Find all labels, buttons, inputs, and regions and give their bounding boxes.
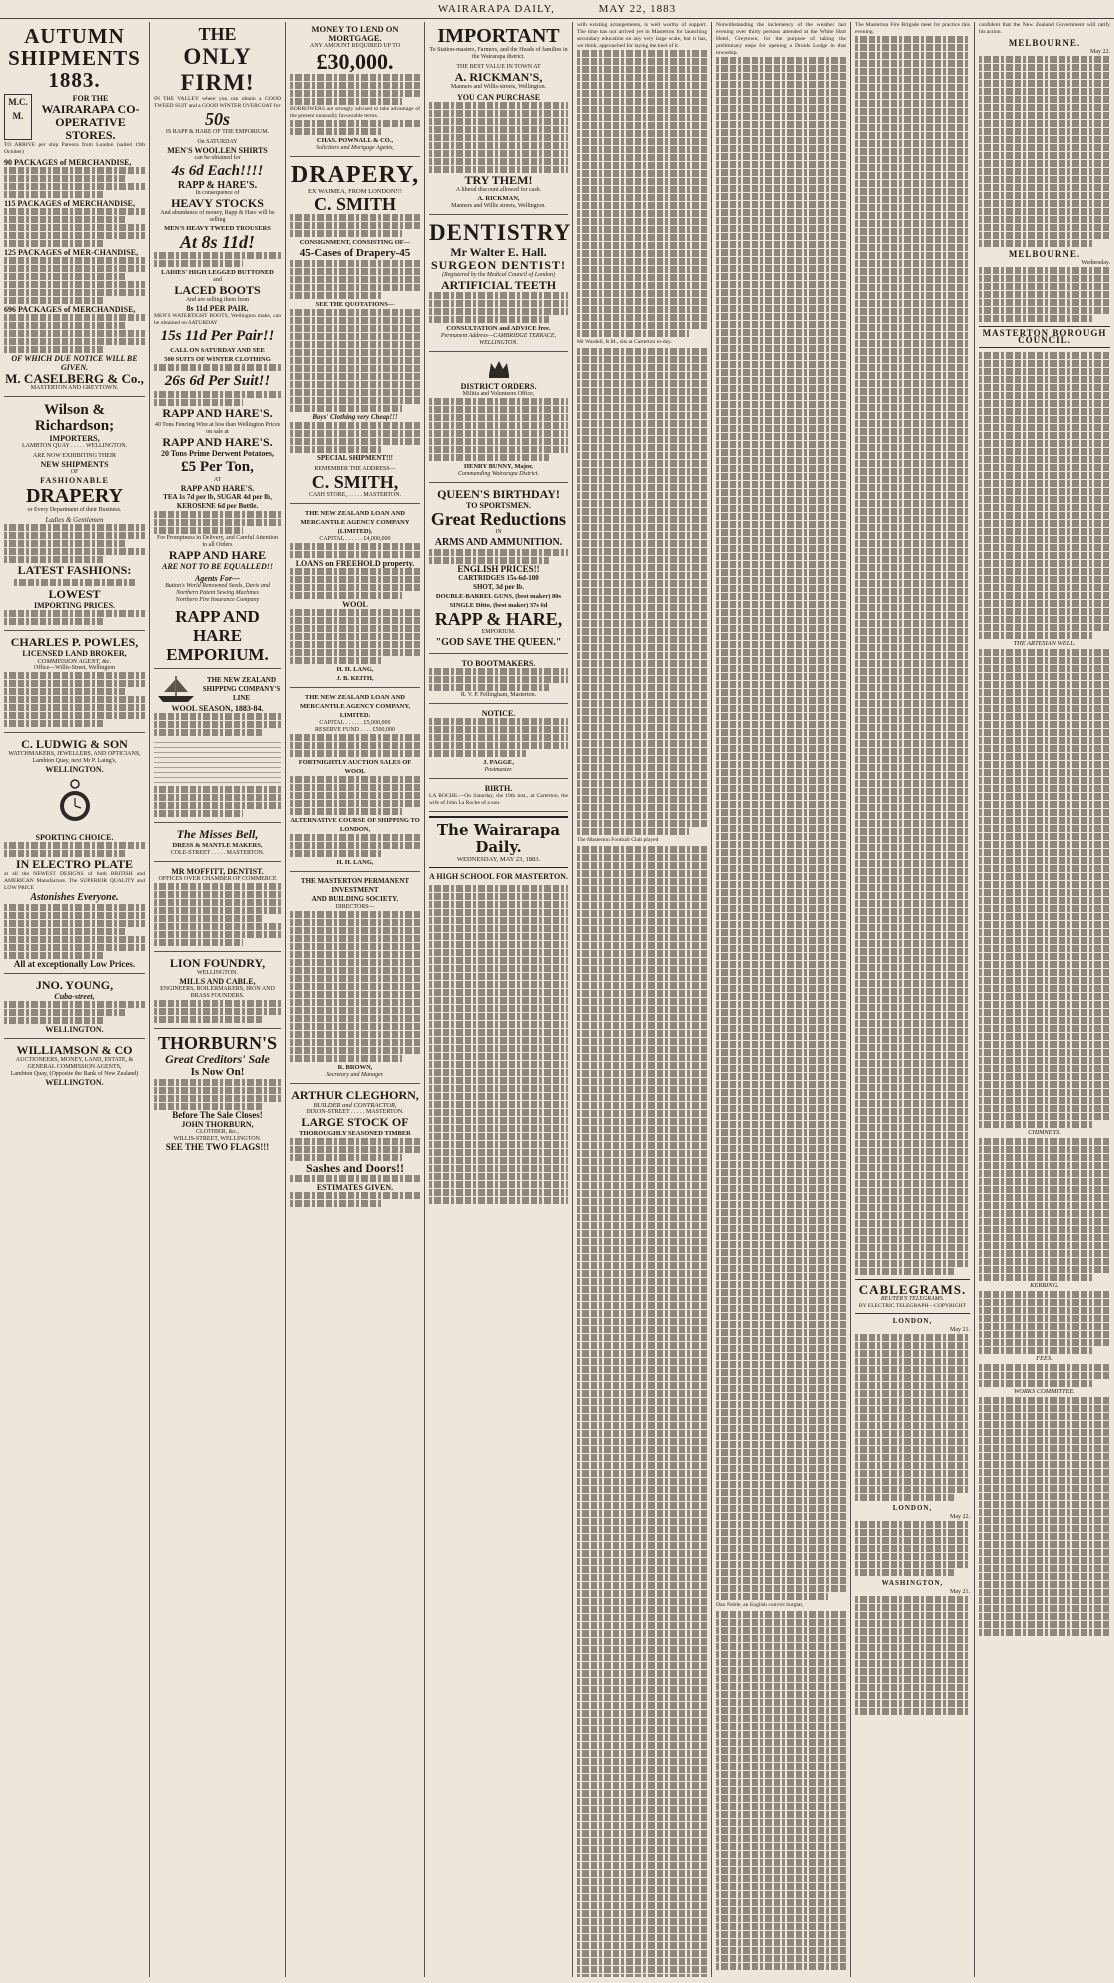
ad-subtitle: WATCHMAKERS, JEWELLERS, AND OPTICIANS, [8, 751, 141, 757]
dateline-date: May 22. [1090, 49, 1110, 55]
ad-to-bootmakers [429, 656, 568, 704]
ad-rickman [429, 22, 568, 215]
ad-subtitle: DRESS & MANTLE MAKERS, [172, 842, 263, 849]
ad-see-quotations: SEE THE QUOTATIONS— [315, 301, 395, 308]
article-title: A HIGH SCHOOL FOR MASTERTON. [429, 872, 568, 881]
masthead [0, 0, 1114, 19]
paper-title: The Wairarapa Daily. [436, 821, 561, 856]
article-paragraph: with existing arrangements, is well worthy of support. The time has not arrived yet in Masterton for launching secondary education on any very large scale, but it has, we think, approached for laying the keel of it. [577, 22, 707, 49]
ad-subtitle: Great Creditors' Sale [165, 1052, 270, 1066]
article-body [577, 50, 707, 337]
ad-english-prices: ENGLISH PRICES!! [457, 564, 540, 574]
ad-signature-2: J. B. KEITH, [336, 675, 374, 682]
ad-signature-2: Manners and Willis streets, Wellington. [451, 203, 546, 209]
ad-call: CALL ON SATURDAY AND SEE [170, 347, 265, 354]
ad-saturday: On SATURDAY [197, 139, 238, 145]
ad-signature: HENRY BUNNY, Major, [463, 463, 534, 470]
ad-solicitors: Solicitors and Mortgage Agents, [316, 145, 394, 151]
ad-rapp-hares-3: RAPP AND HARE'S. [180, 484, 255, 493]
ad-arthur-cleghorn [290, 1086, 420, 1212]
ad-subtitle: To Station-masters, Farmers, and the Heads of families in the Wairarapa district. [429, 47, 568, 60]
dateline-city: LONDON, [892, 1504, 933, 1512]
ad-waterproof: MEN'S WATERTIGHT BOOTS, Wellington make, can be obtained on SATURDAY [154, 313, 281, 326]
ad-title: THORBURN'S [157, 1033, 278, 1053]
ad-city: WELLINGTON. [45, 765, 104, 774]
ad-potatoes: 20 Tons Prime Derwent Potatoes, [160, 449, 275, 458]
ad-ladies-boots: LADIES' HIGH LEGGED BUTTONED [161, 269, 274, 276]
dateline-city: MELBOURNE. [1008, 249, 1081, 259]
ad-subtitle: LICENSED LAND BROKER, [22, 649, 127, 658]
co-operative-logo: M.C. M. [4, 94, 32, 140]
ad-lowest: LOWEST [48, 587, 101, 601]
ad-drapery: DRAPERY [25, 485, 124, 507]
ad-loans: LOANS on FREEHOLD property. [295, 559, 415, 568]
ad-special-shipment: SPECIAL SHIPMENT!!! [316, 454, 394, 462]
ad-agent-list: Button's World Renowned Seeds, Davis and Northern Patent Sewing Machines [165, 583, 270, 596]
subsection-title: FEES. [1036, 1355, 1053, 1362]
ad-title: LION FOUNDRY, [169, 956, 266, 970]
ad-abund: And abundance of money, Rapp & Hare will be selling [160, 210, 275, 223]
ad-sportsmen: TO SPORTSMEN. [466, 501, 531, 510]
ad-name: A. RICKMAN'S, [454, 70, 543, 84]
ad-subtitle: AND BUILDING SOCIETY. [311, 895, 399, 903]
ad-name: C. SMITH [313, 194, 396, 214]
ad-boys-clothing: Boys' Clothing very Cheap!!! [312, 413, 398, 421]
ad-new-shipments: NEW SHIPMENTS [40, 460, 109, 469]
ad-single: SINGLE Ditto, (best maker) 37s 6d [449, 602, 548, 609]
section-title: MASTERTON BOROUGH COUNCIL. [982, 328, 1107, 345]
ad-consignment: CONSIGNMENT, CONSISTING OF— [299, 239, 411, 246]
ad-notice [429, 706, 568, 779]
ad-subtitle: WELLINGTON. [196, 970, 239, 976]
ad-title: WILLIAMSON & CO [16, 1043, 133, 1057]
ad-timber: THOROUGHLY SEASONED TIMBER [299, 1130, 411, 1137]
ad-price-50s: 50s [204, 109, 230, 129]
ad-capital: CAPITAL . . . . . . £5,000,000 [319, 720, 391, 726]
ad-subtitle: Cuba-street, [54, 992, 95, 1001]
column-4 [425, 22, 573, 1977]
ad-subtitle: BUILDER and CONTRACTOR, [313, 1102, 397, 1109]
ad-insurance: Northern Fire Insurance Company [175, 597, 260, 603]
ad-in: IN [495, 529, 502, 535]
ad-moffitt-dentist [154, 864, 281, 952]
ad-lion-foundry [154, 954, 281, 1029]
ad-money-to-lend [290, 22, 420, 157]
paper-masthead-title: WAIRARAPA DAILY, [437, 3, 555, 15]
ad-packages-90: 90 PACKAGES of MERCHANDISE, [4, 158, 132, 167]
ad-title: QUEEN'S BIRTHDAY! [437, 487, 560, 501]
ad-not-equalled: ARE NOT TO BE EQUALLED!! [162, 562, 273, 571]
ad-place: Manners and Willis-streets, Wellington. [450, 84, 547, 90]
ad-conseq: In consequence of [195, 190, 240, 196]
ad-title: THE NEW ZEALAND LOAN AND MERCANTILE AGENCY COMPANY, LIMITED. [299, 694, 411, 719]
column-3 [286, 22, 425, 1977]
ad-dentistry [429, 217, 572, 352]
ad-estimates: ESTIMATES GIVEN. [316, 1183, 394, 1192]
royal-crest-icon [486, 357, 512, 379]
ad-packages-115: 115 PACKAGES of MERCHANDISE, [4, 199, 135, 208]
ad-subtitle: IMPORTERS, [49, 434, 100, 443]
ad-title: The Misses Bell, [176, 827, 259, 841]
article-body [577, 348, 707, 835]
paper-masthead-date: MAY 22, 1883 [598, 3, 677, 15]
ad-heavy-stocks: HEAVY STOCKS [171, 196, 264, 210]
ad-title: DISTRICT ORDERS. [460, 382, 537, 391]
ad-before-closes: Before The Sale Closes! [172, 1110, 263, 1120]
ad-valley: IN THE VALLEY where you can obtain a GOOD TWEED SUIT and a GOOD WINTER OVERCOAT for [154, 96, 281, 109]
ad-large-stock: LARGE STOCK OF [301, 1115, 409, 1129]
ad-capital: CAPITAL . . . . . . £4,000,000 [319, 536, 391, 542]
dateline-city: WASHINGTON, [881, 1579, 944, 1587]
ad-engineers: ENGINEERS, BOILERMAKERS, IRON AND BRASS FOUNDERS. [160, 986, 275, 999]
column-8 [975, 22, 1114, 1977]
sailing-table [154, 739, 281, 783]
ad-fencing-wire: 40 Tons Fencing Wire at less than Wellington Prices on sale at [154, 422, 281, 435]
ad-subtitle: AUCTIONEERS, MONEY, LAND, ESTATE, & GENERAL COMMISSION AGENTS, [15, 1057, 134, 1070]
ad-note: at all the NEWEST DESIGNS of both BRITISH and AMERICAN Manufacture. The SUPERIOR QUALITY and LOW PRICE [4, 871, 145, 891]
ad-low-prices: All at exceptionally Low Prices. [13, 959, 136, 969]
ad-city: WELLINGTON. [45, 1025, 104, 1034]
ad-promptness: For Promptness in Delivery, and Careful Attention to all Orders [156, 535, 279, 548]
ad-org: WAIRARAPA CO-OPERATIVE STORES. [41, 102, 140, 142]
ad-rapp-hare-only-firm [154, 22, 281, 669]
ad-sum: £30,000. [316, 49, 394, 74]
ad-signature: CHAS. POWNALL & CO., [316, 137, 394, 144]
ad-8s-11d: At 8s 11d! [179, 232, 256, 252]
ad-birth [429, 781, 568, 812]
subsection-title: THE ARTESIAN WELL. [1013, 640, 1076, 647]
ad-of: OF [70, 469, 79, 475]
ad-postmaster: Postmaster. [484, 767, 513, 773]
ad-26s-suit: 26s 6d Per Suit!! [164, 373, 271, 389]
ad-packages-125: 125 PACKAGES of MER-CHANDISE, [4, 248, 139, 257]
ad-fashionable: FASHIONABLE [40, 476, 109, 485]
ad-ludwig [4, 735, 145, 974]
section-subtitle: REUTER'S TELEGRAMS. [880, 1296, 945, 1302]
ad-title: ONLY FIRM! [180, 44, 255, 95]
ad-each-price: 4s 6d Each!!!! [171, 163, 264, 179]
ad-wool: WOOL [342, 600, 368, 609]
council-header [979, 326, 1110, 348]
ad-thorburn [154, 1031, 281, 1156]
ad-consultation: CONSULTATION and ADVICE free. [446, 325, 551, 332]
ad-for: FOR THE [72, 94, 109, 103]
section-copyright: BY ELECTRIC TELEGRAPH—COPYRIGHT [858, 1303, 967, 1309]
ad-secretary: Secretary and Manager. [326, 1072, 384, 1078]
ad-amount: ANY AMOUNT REQUIRED UP TO [309, 43, 401, 49]
ad-notice: OF WHICH DUE NOTICE WILL BE GIVEN. [11, 354, 138, 372]
ad-electro-plate: IN ELECTRO PLATE [15, 857, 134, 871]
ad-rapp-hare-emporium: RAPP AND HARE EMPORIUM. [166, 607, 269, 664]
ad-title: THE MASTERTON PERMANENT INVESTMENT [300, 877, 410, 894]
ad-district-orders [429, 354, 568, 483]
ad-mens-shirts: MEN'S WOOLLEN SHIRTS [167, 146, 268, 155]
ad-title: MONEY TO LEND ON MORTGAGE. [311, 24, 399, 43]
ad-can: can be obtained for [194, 155, 241, 161]
section-title: CABLEGRAMS. [858, 1282, 967, 1297]
ad-you-can: YOU CAN PURCHASE [456, 93, 541, 102]
ad-45-cases: 45-Cases of Drapery-45 [299, 247, 411, 259]
ad-agents: Agents For— [194, 574, 241, 583]
dateline-date: May 22. [950, 1514, 970, 1520]
ad-subtitle-2: COMMISSION AGENT, &c. [37, 658, 112, 665]
article-paragraph: The Masterton Fire Brigade meet for practice this evening. [855, 22, 970, 35]
ad-rapp-hare: RAPP & HARE'S. [177, 180, 258, 191]
ad-place: MASTERTON AND GREYTOWN. [30, 385, 119, 391]
ad-surgeon: SURGEON DENTIST! [430, 258, 567, 272]
column-2 [150, 22, 286, 1977]
ad-williamson [4, 1041, 145, 1091]
ad-selling: And are selling them from [185, 297, 250, 303]
ad-directors: DIRECTORS— [335, 904, 375, 910]
ad-wilson-richardson [4, 399, 145, 631]
ad-arms: ARMS AND AMMUNITION. [434, 537, 563, 548]
ad-title: JNO. YOUNG, [35, 978, 114, 992]
ad-tweed: MEN'S HEAVY TWEED TROUSERS [164, 225, 271, 232]
ad-god-save-queen: "GOD SAVE THE QUEEN." [435, 637, 562, 648]
article-body [429, 885, 568, 1204]
ad-title: NOTICE. [481, 709, 516, 718]
ad-signature: H. H. LANG, [336, 666, 374, 673]
ad-signature: H. H. LANG, [336, 859, 374, 866]
ad-birth-text: LA ROCHE.—On Saturday, the 19th inst., at Carterton, the wife of John La Roche of a son. [429, 793, 568, 806]
ad-title: AUTUMN SHIPMENTS 1883. [8, 24, 141, 92]
sailing-ship-icon [154, 674, 198, 704]
ad-signature-2: Commanding Wairarapa District. [458, 471, 539, 477]
ad-shot: SHOT, 3d per lb. [473, 583, 524, 591]
ad-fortnightly: FORTNIGHTLY AUCTION SALES OF WOOL [298, 759, 412, 775]
ad-8s-per-pair: 8s 11d PER PAIR. [186, 304, 249, 313]
ad-borrowers: BORROWERS are strongly advised to take advantage of the present unusually favourable terms. [290, 106, 420, 119]
paper-date: WEDNESDAY, MAY 23, 1883. [456, 856, 541, 863]
ad-sporting-choice: SPORTING CHOICE. [35, 833, 114, 842]
ad-astonishes: Astonishes Everyone. [30, 892, 119, 903]
ad-emporium: EMPORIUM. [481, 629, 516, 635]
ad-signature: R. V. P. Fellingham, Masterton. [460, 692, 537, 698]
ad-discount: A liberal discount allowed for cash. [455, 187, 542, 193]
ad-subtitle: Militia and Volunteers Office, [462, 391, 535, 397]
ad-address: Permanent Address—CAMBRIDGE TERRACE, WELLINGTON. [440, 333, 557, 346]
ad-ladies: Ladies & Gentlemen [45, 516, 104, 524]
ad-best-value: THE BEST VALUE IN TOWN AT [456, 64, 541, 70]
ad-title: ARTHUR CLEGHORN, [291, 1088, 419, 1102]
dateline-date: Wednesday. [1081, 260, 1110, 266]
ad-ex-waimea: EX WAIMEA, FROM LONDON!!! [307, 188, 403, 195]
ad-masterton-building-society [290, 874, 420, 1084]
ad-great-reductions: Great Reductions [430, 509, 567, 529]
ad-cartridges: CARTRIDGES 15s-6d-100 [458, 574, 539, 582]
ad-nz-loan-1 [290, 506, 420, 688]
ad-5-per-ton: £5 Per Ton, [181, 459, 254, 475]
ad-alternative: ALTERNATIVE COURSE OF SHIPPING TO LONDON, [290, 817, 420, 833]
ad-title: BIRTH. [484, 784, 513, 793]
article-paragraph: confident that the New Zealand Government will ratify his action. [979, 22, 1110, 35]
news-item: Mr Wardell, R.M., sits at Carterton to-day. [577, 339, 672, 345]
ad-title: IMPORTANT [437, 25, 560, 47]
ad-every-dept: or Every Department of their Business. [27, 507, 122, 513]
ad-signature: J. PAGGE, [483, 759, 514, 766]
ad-title: DENTISTRY [429, 220, 572, 245]
dateline-date: May 21. [950, 1589, 970, 1595]
column-5 [573, 22, 712, 1977]
ad-place: DIXON-STREET . . . . . MASTERTON. [306, 1109, 404, 1115]
ad-autumn-shipments [4, 22, 145, 397]
ad-and: and [213, 277, 222, 283]
ad-city: WELLINGTON. [45, 1078, 104, 1087]
ad-title: C. LUDWIG & SON [21, 737, 128, 751]
ad-rapp-hare: RAPP & HARE, [434, 609, 563, 629]
subsection-title: CHIMNEYS. [1028, 1129, 1061, 1136]
ad-signature: A. RICKMAN, [477, 195, 520, 202]
ad-place: LAMBTON QUAY . . . . . WELLINGTON. [21, 443, 128, 449]
ad-laced-boots: LACED BOOTS [174, 283, 261, 297]
ad-rapp-hares-2: RAPP AND HARE'S. [162, 435, 273, 449]
ad-c-smith-drapery [290, 159, 420, 504]
ad-500-suits: 500 SUITS OF WINTER CLOTHING [164, 356, 271, 363]
column-1 [0, 22, 150, 1977]
ad-the: THE [198, 24, 237, 44]
article-paragraph: Notwithstanding the inclemency of the weather last evening over thirty persons attended at the White Hart Hotel, Greytown, for the purpose of taking the preliminary steps for opening a Druids Lodge in that township. [716, 22, 846, 56]
dateline-date: May 21. [950, 1327, 970, 1333]
ad-john: JOHN THORBURN, [181, 1120, 254, 1129]
ad-subtitle: OFFICES OVER CHAMBER OF COMMERCE [158, 876, 277, 882]
ad-rapp-and-hare: RAPP AND HARE [168, 548, 267, 562]
ad-title: THE NEW ZEALAND LOAN AND MERCANTILE AGENCY COMPANY (LIMITED). [300, 510, 410, 535]
ad-signature: R. BROWN, [337, 1064, 373, 1071]
ad-subtitle: WOOL SEASON, 1883-84. [171, 704, 264, 713]
dateline-city: LONDON, [892, 1317, 933, 1325]
ad-nz-loan-2 [290, 690, 420, 872]
ad-importing-prices: IMPORTING PRICES. [33, 601, 116, 610]
column-7 [851, 22, 975, 1977]
ad-title: CHARLES P. POWLES, [10, 635, 139, 649]
ad-double-barrel: DOUBLE-BARREL GUNS, (best maker) 80s [435, 593, 562, 600]
ad-at: AT [213, 477, 222, 483]
article-body [716, 57, 846, 1600]
ad-nz-shipping [154, 671, 281, 823]
ad-reserve: RESERVE FUND . . . . £500,000 [314, 727, 396, 733]
ad-place: Lambton Quay, next Mr P. Laing's, [32, 758, 117, 764]
ad-registered: (Registered by the Medical Council of London) [441, 272, 556, 278]
paper-nameplate [429, 816, 568, 868]
ad-two-flags: SEE THE TWO FLAGS!!! [165, 1142, 270, 1152]
ad-place: COLE-STREET . . . . . MASTERTON. [170, 850, 265, 856]
ad-charles-powles [4, 633, 145, 733]
ad-name-2: C. SMITH, [311, 472, 399, 492]
ad-sashes: Sashes and Doors!! [305, 1161, 404, 1175]
ad-clothier: CLOTHIER, &c., [196, 1129, 239, 1135]
ad-15s-pair: 15s 11d Per Pair!! [160, 328, 275, 344]
subsection-title: KERBING. [1030, 1282, 1059, 1289]
ad-exhibit: ARE NOW EXHIBITING THEIR [33, 453, 116, 459]
ad-place: Lambton Quay, (Opposite the Bank of New Zealand) [10, 1071, 139, 1077]
ad-rapp-hares: RAPP AND HARE'S. [162, 406, 273, 420]
article-body [716, 1611, 846, 1970]
ad-tea-sugar: TEA 1s 7d per lb, SUGAR 4d per lb, KEROSENE 6d per Bottle. [163, 493, 272, 510]
ad-title: MR MOFFITT, DENTIST. [171, 867, 264, 876]
ad-misses-bell [154, 825, 281, 862]
ad-jno-young [4, 976, 145, 1039]
ad-try-them: TRY THEM! [464, 173, 533, 187]
ad-city: WILLIS-STREET, WELLINGTON. [173, 1136, 262, 1142]
ad-title: THE NEW ZEALAND SHIPPING COMPANY'S LINE [202, 675, 281, 702]
ad-signature: M. CASELBERG & Co., [5, 371, 144, 386]
ad-remember: REMEMBER THE ADDRESS— [314, 466, 396, 472]
ad-street: CASH STORE, . . . . . MASTERTON. [308, 492, 402, 498]
ad-now-on: Is Now On! [190, 1066, 245, 1078]
dateline-city: MELBOURNE. [1008, 38, 1081, 48]
news-item: Dan Noble, an English convict burglar, [716, 1602, 804, 1608]
article-body [577, 846, 707, 1977]
ad-is-rapp: IS RAPP & HARE OF THE EMPORIUM. [165, 129, 270, 135]
ad-title: Wilson & Richardson; [34, 402, 115, 434]
column-6 [712, 22, 851, 1977]
ad-packages-696: 696 PACKAGES of MERCHANDISE, [4, 305, 136, 314]
ad-title: TO BOOTMAKERS. [461, 659, 536, 668]
ad-queens-birthday [429, 485, 568, 654]
cablegrams-header [855, 1279, 970, 1314]
ad-latest-fashions: LATEST FASHIONS: [17, 563, 132, 577]
news-item: The Masterton Football Club played [577, 837, 659, 843]
article-body [855, 36, 970, 1275]
ad-arrive-text: TO ARRIVE per ship Pareora from London (sailed 19th October) [4, 142, 145, 155]
subsection-title: WORKS COMMITTEE. [1013, 1388, 1076, 1395]
ad-name: Mr Walter E. Hall. [450, 245, 547, 259]
ad-artificial-teeth: ARTIFICIAL TEETH [440, 278, 557, 292]
ad-title: DRAPERY, [290, 162, 420, 188]
ad-office: Office—Willis-Street, Wellington [33, 665, 116, 671]
pocket-watch-icon [58, 778, 92, 826]
ad-firm: MILLS AND CABLE, [179, 977, 256, 986]
